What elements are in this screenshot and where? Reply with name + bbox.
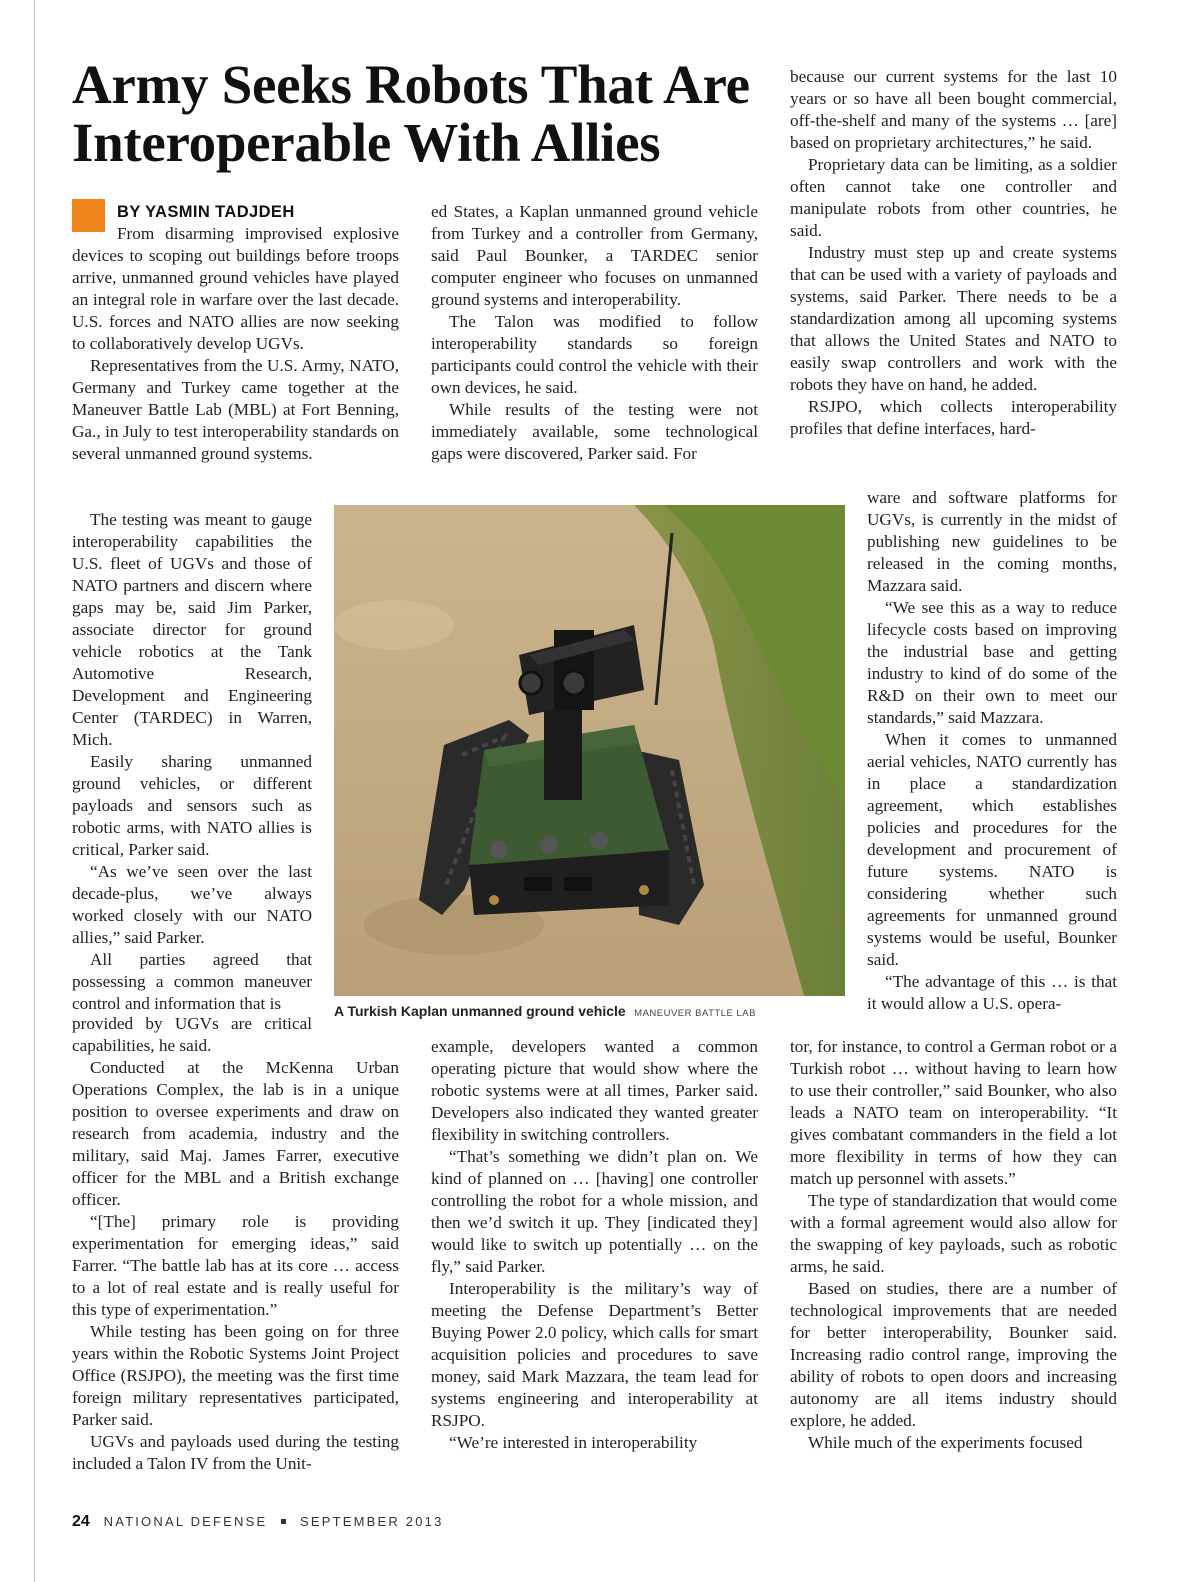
page-footer <box>72 1513 444 1531</box>
paragraph: When it comes to unmanned aerial vehicles, NATO currently has in place a standardization agreement, which establishes policies and procedures for the development and procurement of future systems. NATO is considering whether such agreements for unmanned ground systems would be useful, Bounker said. <box>867 730 1117 969</box>
paragraph: Conducted at the McKenna Urban Operations Complex, the lab is in a unique position to oversee experiments and draw on research from academia, industry and the military, said Maj. James Farrer, executive officer for the MBL and a British exchange officer. <box>72 1058 399 1209</box>
paragraph: All parties agreed that possessing a common maneuver control and information that is <box>72 950 312 1013</box>
column-3-top <box>790 66 1117 440</box>
paragraph: The testing was meant to gauge interoperability capabilities the U.S. fleet of UGVs and those of NATO partners and discern where gaps may be, said Jim Parker, associate director for ground vehicle robotics at the Tank Automotive Research, Development and Engineering Center (TARDEC) in Warren, Mich. <box>72 510 312 749</box>
headline: Army Seeks Robots That Are Interoperable With Allies <box>72 54 750 173</box>
paragraph: The Talon was modified to follow interoperability standards so foreign participants could control the vehicle with their own devices, he said. <box>431 312 758 397</box>
paragraph: Interoperability is the military’s way of meeting the Defense Department’s Better Buying Power 2.0 policy, which calls for smart acquisition policies and procedures to save money, said Mark Mazzara, the team lead for systems engineering and interoperability at RSJPO. <box>431 1279 758 1430</box>
page-number: 24 <box>72 1513 90 1530</box>
column-2-bottom <box>431 1036 758 1454</box>
paragraph: Proprietary data can be limiting, as a soldier often cannot take one controller and manipulate robots from other countries, he said. <box>790 155 1117 240</box>
paragraph: “The advantage of this … is that it would allow a U.S. opera- <box>867 972 1117 1013</box>
caption-text: A Turkish Kaplan unmanned ground vehicle <box>334 1003 626 1019</box>
photo-credit: MANEUVER BATTLE LAB <box>634 1008 756 1019</box>
paragraph: tor, for instance, to control a German robot or a Turkish robot … without having to learn how to use their controller,” said Bounker, who also leads a NATO team on interoperability. “It gives combatant commanders in the field a lot more flexibility in terms of how they can match up personnel with assets.” <box>790 1037 1117 1188</box>
paragraph: “That’s something we didn’t plan on. We kind of planned on … [having] one controller controlling the robot for a whole mission, and then we’d switch it up. They [indicated they] would like to switch up potentially … on the fly,” said Parker. <box>431 1147 758 1276</box>
paragraph: “As we’ve seen over the last decade-plus, we’ve always worked closely with our NATO allies,” said Parker. <box>72 862 312 947</box>
paragraph: ed States, a Kaplan unmanned ground vehicle from Turkey and a controller from Germany, said Paul Bounker, a TARDEC senior computer engineer who focuses on unmanned ground systems and interoperability. <box>431 202 758 309</box>
page-margin-rule <box>34 0 35 1582</box>
byline-row <box>72 201 399 223</box>
photo-caption <box>334 1003 854 1021</box>
paragraph: “[The] primary role is providing experimentation for emerging ideas,” said Farrer. “The battle lab has at its core … access to a lot of real estate and is really useful for this type of experimentation.” <box>72 1212 399 1319</box>
paragraph: Easily sharing unmanned ground vehicles, or different payloads and sensors such as robotic arms, with NATO allies is critical, Parker said. <box>72 752 312 859</box>
paragraph: provided by UGVs are critical capabilities, he said. <box>72 1014 312 1055</box>
robot-photo <box>334 505 845 996</box>
paragraph: While results of the testing were not immediately available, some technological gaps were discovered, Parker said. For <box>431 400 758 463</box>
separator-square <box>281 1519 286 1524</box>
paragraph: UGVs and payloads used during the testing included a Talon IV from the Unit- <box>72 1432 399 1473</box>
paragraph: “We’re interested in interoperability <box>449 1433 698 1452</box>
byline: BY YASMIN TADJDEH <box>117 203 295 221</box>
paragraph: Industry must step up and create systems that can be used with a variety of payloads and systems, said Parker. There needs to be a standardization among all upcoming systems that allows the United States and NATO to easily swap controllers and work with the robots they have on hand, he added. <box>790 243 1117 394</box>
paragraph: “We see this as a way to reduce lifecycle costs based on improving the industrial base and getting industry to kind of do some of the R&D on their own to meet our standards,” said Mazzara. <box>867 598 1117 727</box>
paragraph: example, developers wanted a common operating picture that would show where the robotic systems were at all times, Parker said. Developers also indicated they wanted greater flexibility in switching controllers. <box>431 1037 758 1144</box>
column-1-top <box>72 201 399 465</box>
column-2-top <box>431 201 758 465</box>
paragraph: ware and software platforms for UGVs, is currently in the midst of publishing new guidelines to be released in the coming months, Mazzara said. <box>867 488 1117 595</box>
issue-date: SEPTEMBER 2013 <box>300 1514 444 1529</box>
column-1-wrap-end <box>72 1013 312 1057</box>
column-1-bottom <box>72 1057 399 1475</box>
paragraph: The type of standardization that would come with a formal agreement would also allow for the swapping of key payloads, such as robotic arms, he said. <box>790 1191 1117 1276</box>
publication-name: NATIONAL DEFENSE <box>103 1514 268 1529</box>
column-3-bottom <box>790 1036 1117 1454</box>
orange-square-marker <box>72 199 105 232</box>
column-1-wrap <box>72 509 312 1015</box>
paragraph: Representatives from the U.S. Army, NATO, Germany and Turkey came together at the Maneuver Battle Lab (MBL) at Fort Benning, Ga., in July to test interoperability standards on several unmanned ground systems. <box>72 356 399 463</box>
paragraph: Based on studies, there are a number of technological improvements that are needed for better interoperability, Bounker said. Increasing radio control range, improving the ability of robots to open doors and increasing autonomy are all items industry should explore, he added. <box>790 1279 1117 1430</box>
paragraph: While much of the experiments focused <box>808 1433 1083 1452</box>
paragraph: While testing has been going on for three years within the Robotic Systems Joint Project Office (RSJPO), the meeting was the first time foreign military representatives participated, Parker said. <box>72 1322 399 1429</box>
paragraph: From disarming improvised explosive devices to scoping out buildings before troops arrive, unmanned ground vehicles have played an integral role in warfare over the last decade. U.S. forces and NATO allies are now seeking to collaboratively develop UGVs. <box>72 224 399 353</box>
column-3-wrap <box>867 487 1117 1015</box>
paragraph: RSJPO, which collects interoperability profiles that define interfaces, hard- <box>790 397 1117 438</box>
paragraph: because our current systems for the last 10 years or so have all been bought commercial, off-the-shelf and many of the systems … [are] based on proprietary architectures,” he said. <box>790 67 1117 152</box>
